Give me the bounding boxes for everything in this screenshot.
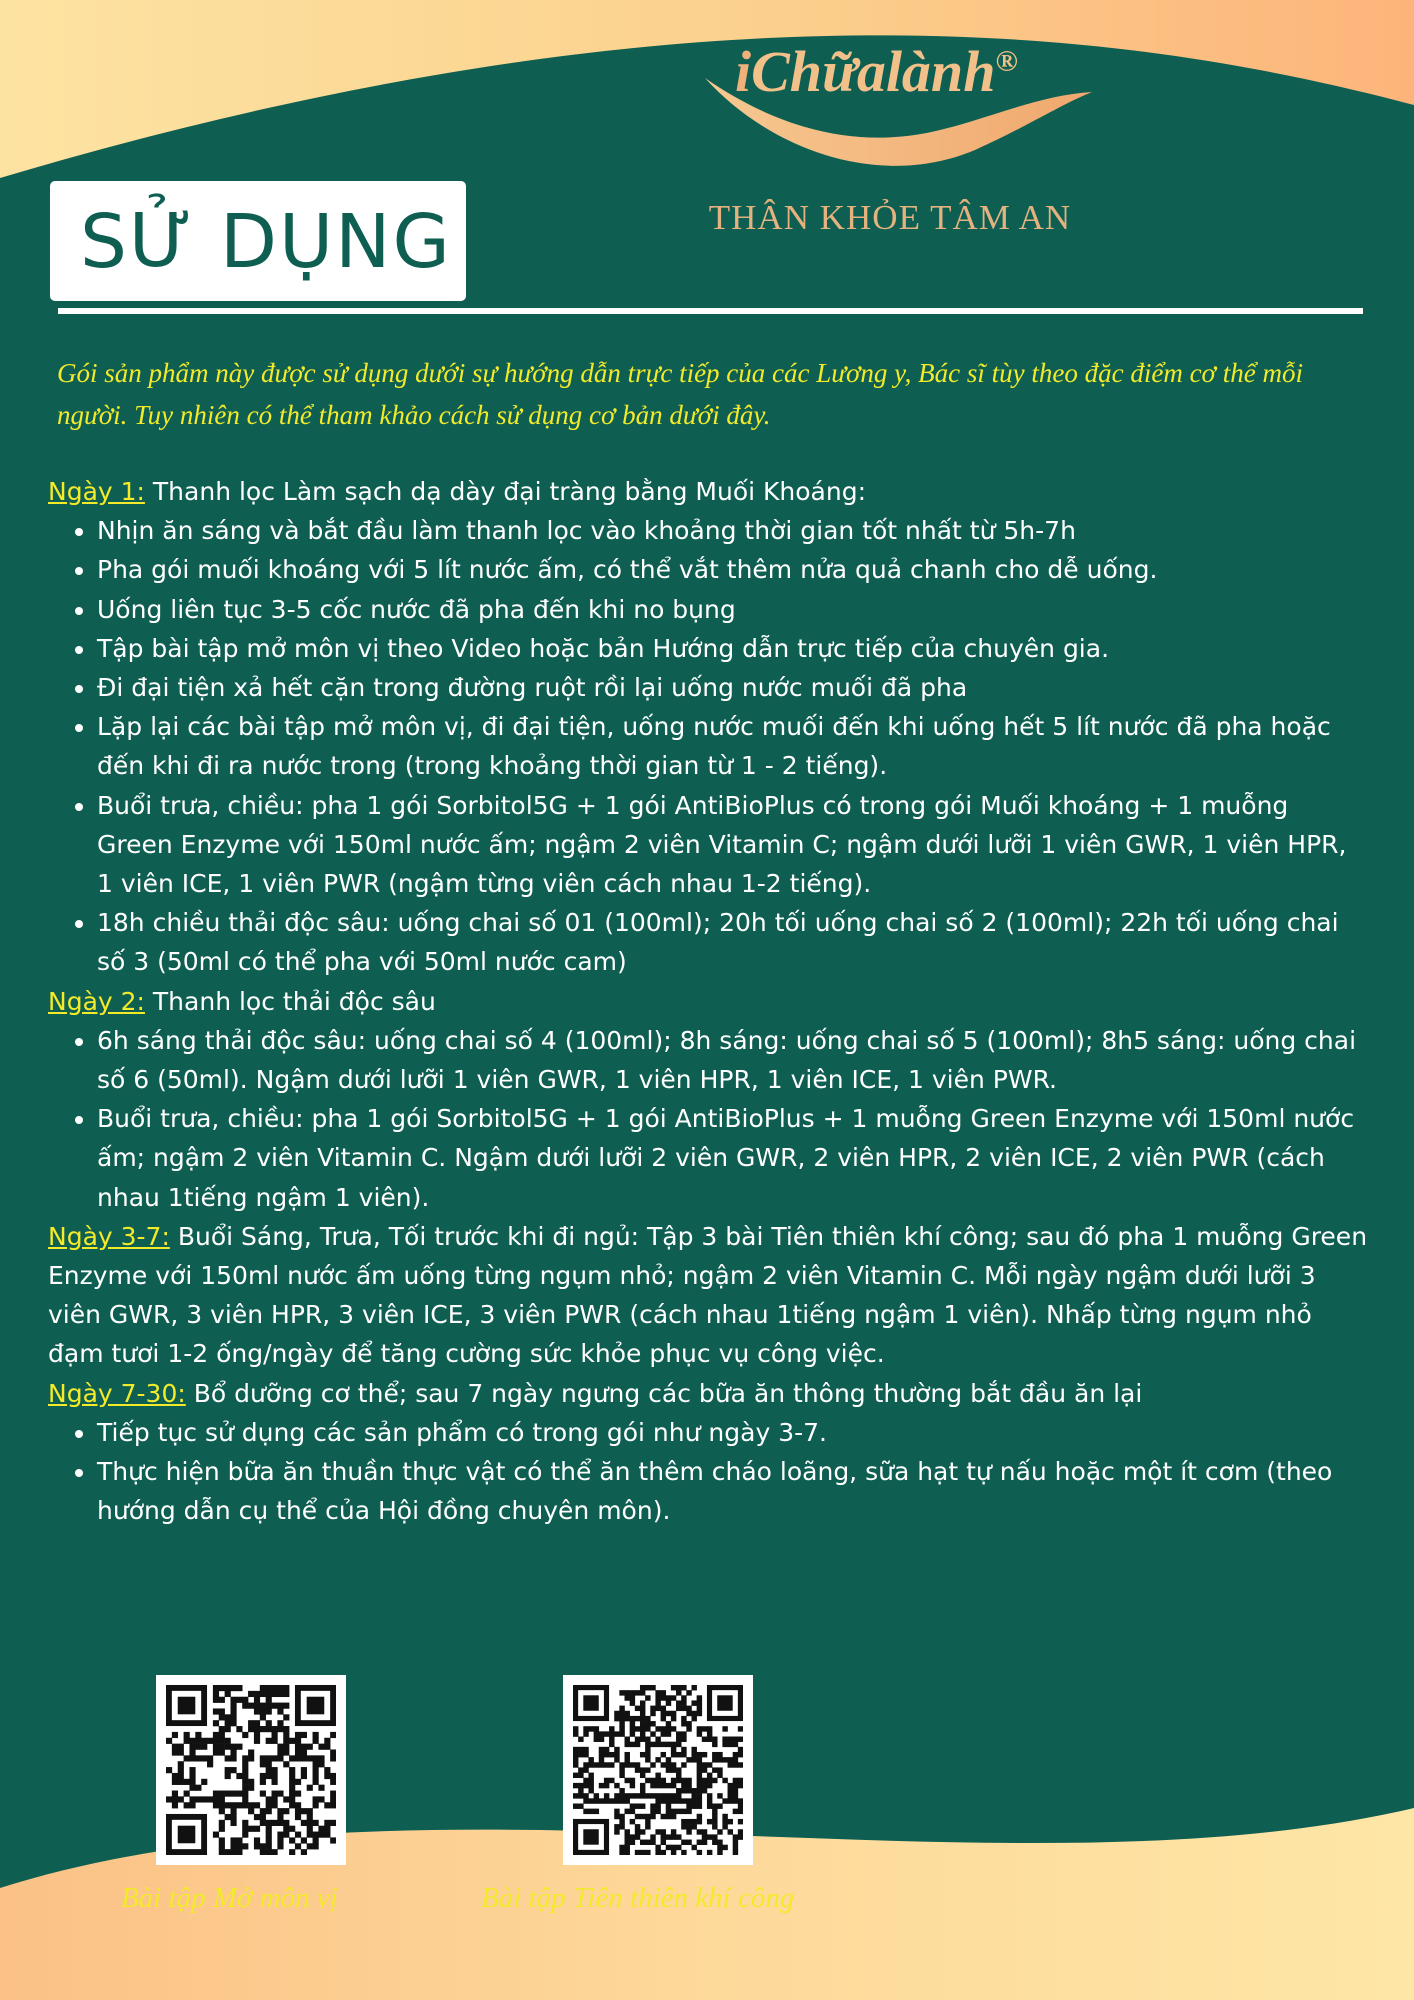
- page-title: SỬ DỤNG: [80, 199, 452, 285]
- logo-i: i: [735, 39, 752, 104]
- day-1-list: [48, 511, 1368, 981]
- qr-caption-mo-mon-vi: Bài tập Mở môn vị: [121, 1882, 338, 1914]
- list-item: • Tiếp tục sử dụng các sản phẩm có trong gói như ngày 3-7.: [97, 1413, 1368, 1452]
- logo-name: Chữalành: [751, 39, 996, 104]
- day-label: Ngày 1:: [48, 477, 145, 506]
- title-divider: [58, 308, 1363, 314]
- day-label: Ngày 7-30:: [48, 1378, 186, 1408]
- list-item: • Đi đại tiện xả hết cặn trong đường ruột rồi lại uống nước muối đã pha: [97, 668, 1368, 707]
- list-item: • Uống liên tục 3-5 cốc nước đã pha đến khi no bụng: [97, 590, 1368, 629]
- day-label: Ngày 2:: [48, 986, 145, 1016]
- day-1-heading: [48, 472, 1368, 511]
- qr-code-tien-thien-khi-cong[interactable]: [563, 1675, 753, 1865]
- qr-code-icon: [573, 1685, 743, 1855]
- instructions: [48, 472, 1368, 1530]
- list-item: • Lặp lại các bài tập mở môn vị, đi đại tiện, uống nước muối đến khi uống hết 5 lít nước đã pha hoặc đến khi đi ra nước trong (trong khoảng thời gian từ 1 - 2 tiếng).: [97, 707, 1368, 785]
- list-item: • Nhịn ăn sáng và bắt đầu làm thanh lọc vào khoảng thời gian tốt nhất từ 5h-7h: [97, 511, 1368, 550]
- brand-tagline: THÂN KHỎE TÂM AN: [708, 198, 1072, 237]
- day-7-30-list: [48, 1413, 1368, 1531]
- brand-logo: [735, 38, 1018, 105]
- day-2-list: [48, 1021, 1368, 1217]
- qr-caption-tien-thien-khi-cong: Bài tập Tiên thiên khí công: [481, 1882, 795, 1914]
- registered-mark: ®: [995, 44, 1018, 78]
- list-item: • Pha gói muối khoáng với 5 lít nước ấm, có thể vắt thêm nửa quả chanh cho dễ uống.: [97, 550, 1368, 589]
- day-description: Buổi Sáng, Trưa, Tối trước khi đi ngủ: Tập 3 bài Tiên thiên khí công; sau đó pha 1 muỗng Green Enzyme với 150ml nước ấm uống từng ngụm nhỏ; ngậm 2 viên Vitamin C. Mỗi ngày ngậm dưới lưỡi 3 viên GWR, 3 viên HPR, 3 viên ICE, 3 viên PWR (cách nhau 1tiếng ngậm 1 viên). Nhấp từng ngụm nhỏ đạm tươi 1-2 ống/ngày để tăng cường sức khỏe phục vụ công việc.: [48, 1221, 1368, 1369]
- list-item: • 18h chiều thải độc sâu: uống chai số 01 (100ml); 20h tối uống chai số 2 (100ml); 22h tối uống chai số 3 (50ml có thể pha với 50ml nước cam): [97, 903, 1368, 981]
- list-item: • 6h sáng thải độc sâu: uống chai số 4 (100ml); 8h sáng: uống chai số 5 (100ml); 8h5 sáng: uống chai số 6 (50ml). Ngậm dưới lưỡi 1 viên GWR, 1 viên HPR, 1 viên ICE, 1 viên PWR.: [97, 1021, 1368, 1099]
- list-item: • Buổi trưa, chiều: pha 1 gói Sorbitol5G + 1 gói AntiBioPlus có trong gói Muối khoáng + 1 muỗng Green Enzyme với 150ml nước ấm; ngậm 2 viên Vitamin C; ngậm dưới lưỡi 1 viên GWR, 1 viên HPR, 1 viên ICE, 1 viên PWR (ngậm từng viên cách nhau 1-2 tiếng).: [97, 786, 1368, 904]
- qr-code-icon: [166, 1685, 336, 1855]
- day-3-7-paragraph: [48, 1217, 1368, 1374]
- qr-code-mo-mon-vi[interactable]: [156, 1675, 346, 1865]
- day-description: Thanh lọc Làm sạch dạ dày đại tràng bằng Muối Khoáng:: [144, 477, 867, 506]
- day-7-30-heading: [48, 1374, 1368, 1413]
- list-item: • Thực hiện bữa ăn thuần thực vật có thể ăn thêm cháo loãng, sữa hạt tự nấu hoặc một ít cơm (theo hướng dẫn cụ thể của Hội đồng chuyên môn).: [97, 1452, 1368, 1530]
- list-item: • Buổi trưa, chiều: pha 1 gói Sorbitol5G + 1 gói AntiBioPlus + 1 muỗng Green Enzyme với 150ml nước ấm; ngậm 2 viên Vitamin C. Ngậm dưới lưỡi 2 viên GWR, 2 viên HPR, 2 viên ICE, 2 viên PWR (cách nhau 1tiếng ngậm 1 viên).: [97, 1099, 1368, 1217]
- day-description: Bổ dưỡng cơ thể; sau 7 ngày ngưng các bữa ăn thông thường bắt đầu ăn lại: [185, 1378, 1143, 1408]
- intro-text: Gói sản phẩm này được sử dụng dưới sự hướng dẫn trực tiếp của các Lương y, Bác sĩ tùy theo đặc điểm cơ thể mỗi người. Tuy nhiên có thể tham khảo cách sử dụng cơ bản dưới đây.: [57, 358, 1303, 430]
- day-2-heading: [48, 982, 1368, 1021]
- day-label: Ngày 3-7:: [48, 1221, 170, 1251]
- day-description: Thanh lọc thải độc sâu: [144, 986, 436, 1016]
- list-item: • Tập bài tập mở môn vị theo Video hoặc bản Hướng dẫn trực tiếp của chuyên gia.: [97, 629, 1368, 668]
